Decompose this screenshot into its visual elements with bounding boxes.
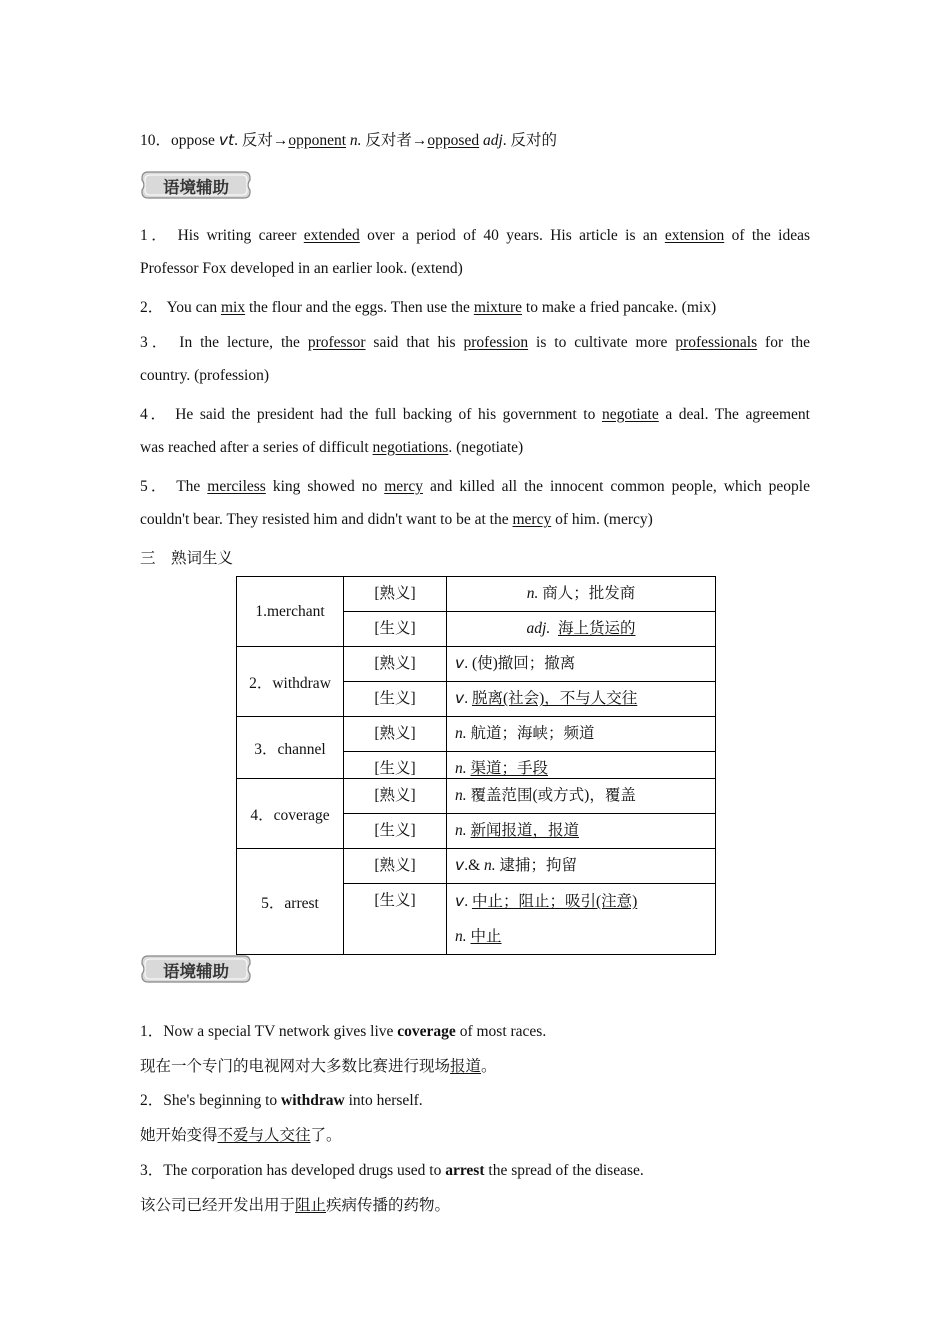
tag-new: [生义] — [344, 752, 447, 779]
tag-familiar: [熟义] — [344, 779, 447, 814]
tag-familiar: [熟义] — [344, 647, 447, 682]
section-heading: 三 熟词生义 — [140, 550, 234, 567]
table-word: 3．channel — [237, 717, 344, 779]
badge-label: 语境辅助 — [163, 178, 229, 197]
table-word: 1.merchant — [237, 577, 344, 647]
context-sentence-5: 5． The merciless king showed no mercy and killed all the innocent common people, which people — [140, 478, 810, 495]
example-translation-3: 该公司已经开发出用于阻止疾病传播的药物。 — [140, 1197, 451, 1214]
vocab-item-10 — [140, 128, 810, 150]
familiar-meaning: v.& n. 逮捕；拘留 — [447, 849, 716, 884]
new-meaning: v. 脱离(社会)，不与人交往 — [447, 682, 716, 717]
item-number: 10． — [140, 132, 172, 149]
familiar-meaning: v. (使)撤回；撤离 — [447, 647, 716, 682]
derived-word: opposed — [427, 132, 480, 149]
context-help-badge — [140, 170, 252, 200]
context-sentence-2: 2． You can mix the flour and the eggs. Then use the mixture to make a fried pancake. (mix) — [140, 299, 717, 316]
familiar-meaning: n. 覆盖范围(或方式)，覆盖 — [447, 779, 716, 814]
context-sentence-5-cont: couldn't bear. They resisted him and didn't want to be at the mercy of him. (mercy) — [140, 511, 653, 528]
example-sentence-3: 3．The corporation has developed drugs used to arrest the spread of the disease. — [140, 1162, 644, 1179]
part-of-speech: vt — [218, 131, 235, 149]
badge-label: 语境辅助 — [163, 962, 229, 981]
definition: . 反对→ — [234, 132, 289, 149]
familiar-meaning: n. 商人；批发商 — [447, 577, 716, 612]
tag-familiar: [熟义] — [344, 577, 447, 612]
example-sentence-1: 1．Now a special TV network gives live coverage of most races. — [140, 1023, 547, 1040]
new-meaning: n. 渠道；手段 — [447, 752, 716, 779]
example-sentence-2: 2．She's beginning to withdraw into herself. — [140, 1092, 423, 1109]
table-word: 4．coverage — [237, 779, 344, 849]
context-sentence-4-cont: was reached after a series of difficult negotiations. (negotiate) — [140, 439, 524, 456]
context-sentence-3-cont: country. (profession) — [140, 367, 269, 384]
new-meaning: adj. 海上货运的 — [447, 612, 716, 647]
part-of-speech: adj — [482, 132, 503, 149]
tag-new: [生义] — [344, 884, 447, 955]
tag-familiar: [熟义] — [344, 717, 447, 752]
definition: 反对者→ — [361, 132, 428, 149]
familiar-meaning: n. 航道；海峡；频道 — [447, 717, 716, 752]
headword: oppose — [171, 132, 215, 149]
context-help-badge — [140, 954, 252, 984]
tag-familiar: [熟义] — [344, 849, 447, 884]
tag-new: [生义] — [344, 682, 447, 717]
derived-word: opponent — [288, 132, 347, 149]
familiar-word-table — [236, 576, 716, 955]
table-word: 5．arrest — [237, 849, 344, 955]
example-translation-1: 现在一个专门的电视网对大多数比赛进行现场报道。 — [140, 1058, 497, 1075]
context-sentence-1-cont: Professor Fox developed in an earlier look. (extend) — [140, 260, 463, 277]
context-sentence-4: 4． He said the president had the full backing of his government to negotiate a deal. The agreement — [140, 406, 810, 423]
tag-new: [生义] — [344, 814, 447, 849]
table-word: 2．withdraw — [237, 647, 344, 717]
new-meaning: n. 新闻报道，报道 — [447, 814, 716, 849]
tag-new: [生义] — [344, 612, 447, 647]
new-meaning: v. 中止；阻止；吸引(注意) n. 中止 — [447, 884, 716, 955]
part-of-speech: n. — [349, 132, 362, 149]
example-translation-2: 她开始变得不爱与人交往了。 — [140, 1127, 342, 1144]
context-sentence-1: 1． His writing career extended over a period of 40 years. His article is an extension of the ideas — [140, 227, 810, 244]
definition: . 反对的 — [502, 132, 558, 149]
context-sentence-3: 3． In the lecture, the professor said that his profession is to cultivate more professionals for the — [140, 334, 810, 351]
